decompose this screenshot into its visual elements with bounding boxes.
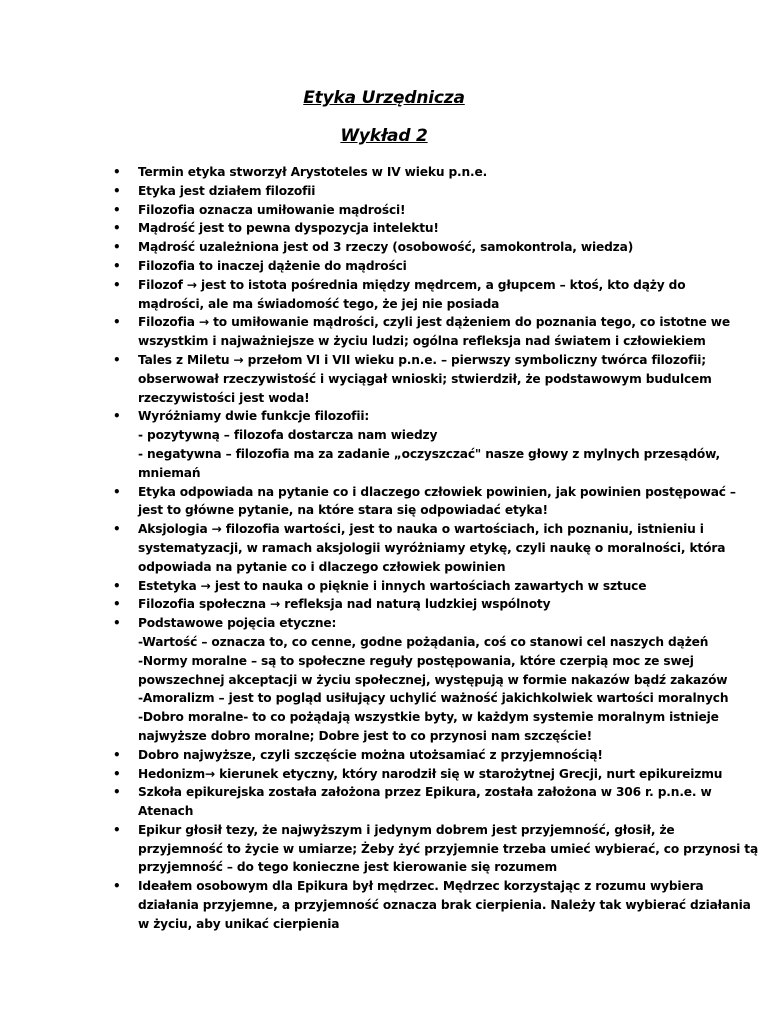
list-item	[113, 483, 736, 521]
bullet-icon: •	[113, 352, 121, 367]
bullet-icon: •	[113, 409, 121, 424]
list-item	[113, 746, 698, 765]
list-item-line: Etyka odpowiada na pytanie co i dlaczego człowiek powinien, jak powinien postępować –	[138, 484, 736, 499]
list-item-line: Filozofia to inaczej dążenie do mądrości	[138, 258, 407, 273]
list-item-line: obserwował rzeczywistość i wyciągał wnioski; stwierdził, że podstawowym budulcem	[138, 371, 712, 386]
list-item-line: Etyka jest działem filozofii	[138, 183, 316, 198]
list-item-line: Filozofia → to umiłowanie mądrości, czyli jest dążeniem do poznania tego, co istotne we	[138, 315, 730, 330]
bullet-icon: •	[113, 766, 121, 781]
list-item	[113, 407, 720, 482]
list-item-line: Wyróżniamy dwie funkcje filozofii:	[138, 409, 370, 424]
list-item	[113, 201, 698, 220]
list-item-line: odpowiada na pytanie co i dlaczego człowiek powinien	[138, 559, 506, 574]
bullet-icon: •	[113, 785, 121, 800]
list-item-line: Hedonizm→ kierunek etyczny, który narodził się w starożytnej Grecji, nurt epikureizmu	[138, 766, 723, 781]
document-subtitle: Wykład 2	[340, 126, 428, 146]
list-item	[113, 182, 698, 201]
list-item-line: Dobro najwyższe, czyli szczęście można utożsamiać z przyjemnością!	[138, 747, 603, 762]
list-item-line: najwyższe dobro moralne; Dobre jest to co przynosi nam szczęście!	[138, 728, 593, 743]
list-item-line: mądrości, ale ma świadomość tego, że jej nie posiada	[138, 296, 500, 311]
list-item-line: powszechnej akceptacji w życiu społecznej, występują w formie nakazów bądź zakazów	[138, 672, 728, 687]
list-item-line: Atenach	[138, 804, 194, 819]
list-item-line: Filozof → jest to istota pośrednia między mędrcem, a głupcem – ktoś, kto dąży do	[138, 277, 686, 292]
bullet-icon: •	[113, 240, 121, 255]
list-item-line: Estetyka → jest to nauka o pięknie i innych wartościach zawartych w sztuce	[138, 578, 647, 593]
list-item-line: w życiu, aby unikać cierpienia	[138, 916, 340, 931]
bullet-icon: •	[113, 822, 121, 837]
list-item	[113, 877, 751, 933]
list-item-line: -Normy moralne – są to społeczne reguły postępowania, które czerpią moc ze swej	[138, 653, 694, 668]
document-title: Etyka Urzędnicza	[303, 88, 465, 108]
list-item-line: - pozytywną – filozofa dostarcza nam wiedzy	[138, 428, 438, 443]
list-item	[113, 614, 729, 746]
list-item-line: rzeczywistości jest woda!	[138, 390, 310, 405]
list-item	[113, 276, 698, 314]
bullet-icon: •	[113, 879, 121, 894]
bullet-icon: •	[113, 258, 121, 273]
bullet-icon: •	[113, 616, 121, 631]
list-item	[113, 520, 726, 576]
bullet-icon: •	[113, 221, 121, 236]
list-item	[113, 257, 698, 276]
list-item-line: działania przyjemne, a przyjemność oznacza brak cierpienia. Należy tak wybierać działania	[138, 898, 751, 913]
list-item	[113, 765, 723, 784]
list-item	[113, 163, 698, 182]
list-item-line: Podstawowe pojęcia etyczne:	[138, 616, 337, 631]
bullet-icon: •	[113, 747, 121, 762]
list-item-line: jest to główne pytanie, na które stara się odpowiadać etyka!	[138, 503, 548, 518]
bullet-icon: •	[113, 597, 121, 612]
list-item-line: Epikur głosił tezy, że najwyższym i jedynym dobrem jest przyjemność, głosił, że	[138, 822, 675, 837]
list-item-line: Filozofia oznacza umiłowanie mądrości!	[138, 202, 406, 217]
list-item-line: Filozofia społeczna → refleksja nad naturą ludzkiej wspólnoty	[138, 597, 551, 612]
list-item	[113, 783, 712, 821]
bullet-icon: •	[113, 522, 121, 537]
list-item-line: Szkoła epikurejska została założona przez Epikura, została założona w 306 r. p.n.e. w	[138, 785, 712, 800]
list-item-line: Termin etyka stworzył Arystoteles w IV wieku p.n.e.	[138, 165, 488, 179]
bullet-icon: •	[113, 578, 121, 593]
list-item-line: Tales z Miletu → przełom VI i VII wieku p.n.e. – pierwszy symboliczny twórca filozofii;	[138, 352, 707, 367]
list-item-line: -Wartość – oznacza to, co cenne, godne pożądania, coś co stanowi cel naszych dążeń	[138, 634, 709, 649]
list-item-line: -Dobro moralne- to co pożądają wszystkie byty, w każdym systemie moralnym istnieje	[138, 710, 719, 725]
list-item	[113, 238, 698, 257]
list-item	[113, 595, 698, 614]
bullet-icon: •	[113, 165, 121, 179]
list-item-line: przyjemność to życie w umiarze; Żeby żyć przyjemnie trzeba umieć wybierać, co przynosi tą	[138, 841, 759, 856]
list-item-line: Aksjologia → filozofia wartości, jest to nauka o wartościach, ich poznaniu, istnieniu i	[138, 522, 704, 537]
list-item-line: -Amoralizm – jest to pogląd usiłujący uchylić ważność jakichkolwiek wartości moralnych	[138, 691, 729, 706]
list-item-line: Mądrość uzależniona jest od 3 rzeczy (osobowość, samokontrola, wiedza)	[138, 240, 634, 255]
list-item	[113, 577, 698, 596]
list-item-line: systematyzacji, w ramach aksjologii wyróżniamy etykę, czyli naukę o moralności, która	[138, 540, 726, 555]
list-item	[113, 351, 712, 407]
bullet-icon: •	[113, 202, 121, 217]
bullet-icon: •	[113, 277, 121, 292]
list-item-line: Mądrość jest to pewna dyspozycja intelektu!	[138, 221, 439, 236]
bullet-icon: •	[113, 183, 121, 198]
list-item-line: mniemań	[138, 465, 201, 480]
list-item	[113, 821, 759, 877]
list-item-line: Ideałem osobowym dla Epikura był mędrzec. Mędrzec korzystając z rozumu wybiera	[138, 879, 704, 894]
list-item	[113, 313, 730, 351]
list-item	[113, 219, 698, 238]
bullet-icon: •	[113, 484, 121, 499]
bullet-list	[113, 163, 759, 934]
list-item-line: wszystkim i najważniejsze w życiu ludzi; ogólna refleksja nad światem i człowiekiem	[138, 334, 706, 349]
bullet-icon: •	[113, 315, 121, 330]
list-item-line: przyjemność – do tego konieczne jest kierowanie się rozumem	[138, 860, 558, 875]
list-item-line: - negatywna – filozofia ma za zadanie „oczyszczać" nasze głowy z mylnych przesądów,	[138, 446, 720, 461]
